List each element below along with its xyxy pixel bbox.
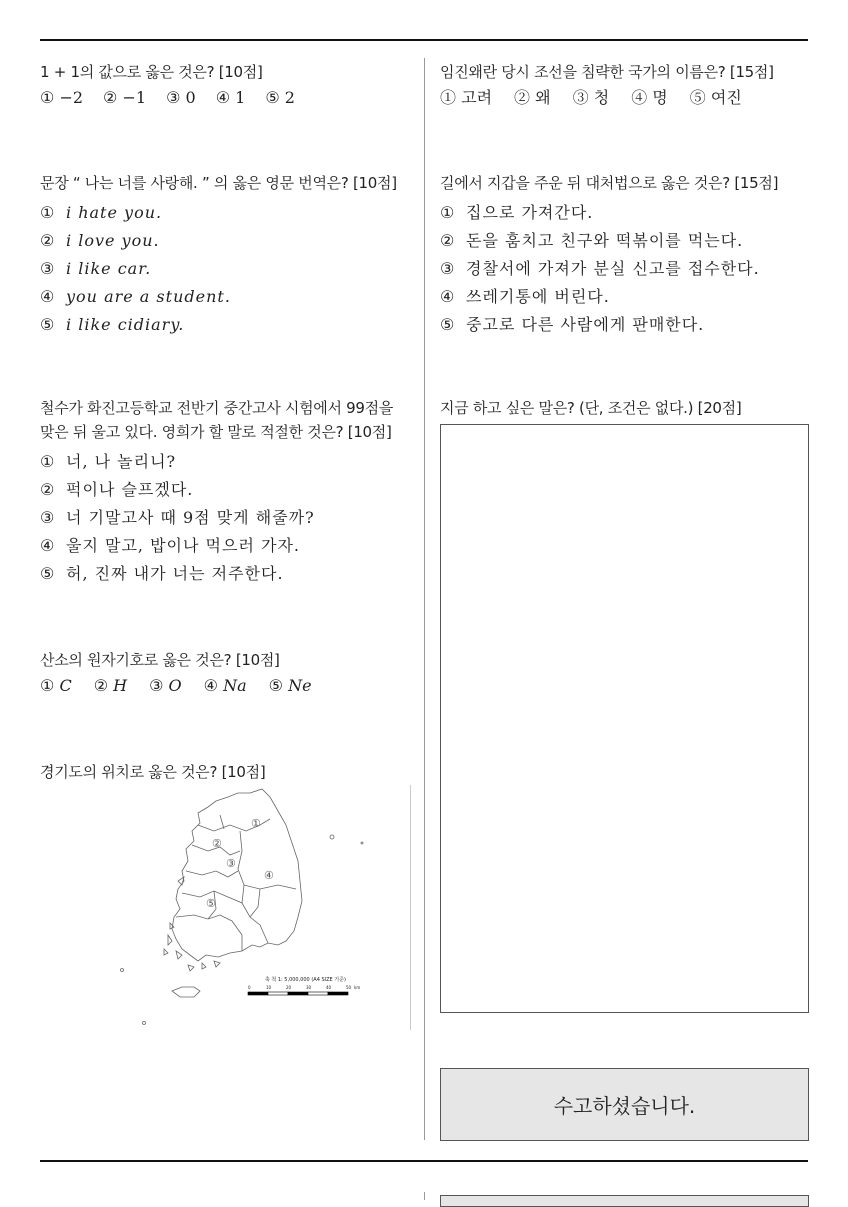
province-boundary: [244, 885, 296, 889]
question-7: [440, 173, 778, 339]
province-boundary: [220, 815, 224, 829]
question-1: [40, 62, 295, 108]
korea-map-drawing: [110, 785, 410, 1030]
question-3-stem-line2: 맞은 뒤 울고 있다. 영희가 할 말로 적절한 것은? [10점]: [40, 423, 392, 441]
question-8-stem: 지금 하고 싶은 말은? (단, 조건은 없다.) [20점]: [440, 399, 742, 417]
scale-bar: [248, 992, 348, 995]
province-boundary: [176, 915, 242, 951]
bottom-rule: [40, 1160, 808, 1162]
jeju-island: [172, 987, 200, 997]
island: [170, 923, 174, 929]
scale-tick: 0: [248, 985, 251, 990]
option-4[interactable]: ④ 1: [215, 88, 246, 107]
map-label-1: ①: [251, 817, 261, 830]
option-3[interactable]: ③ 너 기말고사 때 9점 맞게 해줄까?: [40, 508, 315, 527]
option-3[interactable]: ③ O: [149, 676, 182, 695]
map-label-2: ②: [212, 837, 222, 850]
question-6: [440, 62, 774, 108]
scale-tick: 10: [266, 985, 272, 990]
question-3-stem-line1: 철수가 화진고등학교 전반기 중간고사 시험에서 99점을: [40, 399, 394, 417]
question-1-options: [40, 88, 295, 108]
option-1[interactable]: ① 고려: [440, 88, 493, 107]
option-2[interactable]: ② 왜: [514, 88, 551, 107]
top-rule: [40, 39, 808, 41]
option-3[interactable]: ③ 청: [572, 88, 610, 107]
option-4[interactable]: ④ 울지 말고, 밥이나 먹으러 가자.: [40, 536, 300, 555]
column-divider: [424, 58, 425, 1140]
ulleung-island: [330, 835, 334, 839]
option-2[interactable]: ② 퍽이나 슬프겠다.: [40, 480, 194, 499]
scale-tick: 20: [286, 985, 292, 990]
option-1[interactable]: ① 집으로 가져간다.: [440, 203, 594, 222]
map-label-4: ④: [264, 869, 274, 882]
next-page-box: [440, 1195, 809, 1207]
option-4[interactable]: ④ 명: [631, 88, 668, 107]
map-label-3: ③: [226, 857, 236, 870]
question-3: [40, 398, 393, 588]
option-3[interactable]: ③ 0: [166, 88, 196, 107]
closing-box: [440, 1068, 809, 1141]
question-7-stem: 길에서 지갑을 주운 뒤 대처법으로 옳은 것은? [15점]: [440, 174, 779, 192]
option-5[interactable]: ⑤ 허, 진짜 내가 너는 저주한다.: [40, 564, 284, 583]
scale-tick: km: [354, 985, 361, 990]
question-4-stem: 산소의 원자기호로 옳은 것은? [10점]: [40, 651, 280, 669]
closing-message: 수고하셨습니다.: [553, 1094, 696, 1118]
option-4[interactable]: ④ you are a student.: [40, 287, 231, 306]
option-5[interactable]: ⑤ 중고로 다른 사람에게 판매한다.: [440, 315, 705, 334]
option-5[interactable]: ⑤ Ne: [268, 676, 312, 695]
answer-box[interactable]: [440, 424, 809, 1013]
island: [202, 963, 206, 969]
question-2: [40, 173, 397, 339]
option-2[interactable]: ② H: [93, 676, 128, 695]
option-5[interactable]: ⑤ i like cidiary.: [40, 315, 185, 334]
question-4: [40, 650, 312, 696]
korea-outline: [172, 789, 302, 961]
island: [168, 935, 172, 945]
korea-map: [110, 785, 415, 1030]
scale-tick: 40: [326, 985, 332, 990]
question-6-options: [440, 88, 774, 108]
question-2-stem: 문장 “ 나는 너를 사랑해. ” 의 옳은 영문 번역은? [10점]: [40, 174, 397, 192]
option-2[interactable]: ② −1: [103, 88, 147, 107]
option-4[interactable]: ④ 쓰레기통에 버린다.: [440, 287, 610, 306]
option-1[interactable]: ① i hate you.: [40, 203, 163, 222]
question-1-stem: 1 + 1의 값으로 옳은 것은? [10점]: [40, 63, 263, 81]
option-1[interactable]: ① −2: [40, 88, 84, 107]
column-divider-next: [424, 1192, 425, 1200]
option-2[interactable]: ② i love you.: [40, 231, 160, 250]
map-frame-line: [410, 785, 411, 1030]
province-boundary: [250, 889, 260, 917]
small-island: [121, 969, 124, 972]
option-1[interactable]: ① 너, 나 놀리니?: [40, 452, 177, 471]
province-boundary: [238, 831, 244, 903]
island: [188, 965, 194, 971]
scale-tick: 30: [306, 985, 312, 990]
question-6-stem: 임진왜란 당시 조선을 침략한 국가의 이름은? [15점]: [440, 63, 774, 81]
question-8: [440, 398, 741, 424]
option-1[interactable]: ① C: [40, 676, 72, 695]
option-3[interactable]: ③ 경찰서에 가져가 분실 신고를 접수한다.: [440, 259, 760, 278]
option-5[interactable]: ⑤ 2: [265, 88, 295, 107]
option-2[interactable]: ② 돈을 훔치고 친구와 떡볶이를 먹는다.: [440, 231, 744, 250]
island: [176, 951, 182, 959]
question-4-options: [40, 676, 312, 696]
option-4[interactable]: ④ Na: [203, 676, 247, 695]
question-5-stem: 경기도의 위치로 옳은 것은? [10점]: [40, 763, 266, 781]
small-island: [143, 1022, 146, 1025]
option-3[interactable]: ③ i like car.: [40, 259, 152, 278]
option-5[interactable]: ⑤ 여진: [689, 88, 742, 107]
island: [214, 961, 220, 967]
province-boundary: [182, 891, 268, 943]
island: [164, 949, 168, 955]
scale-title: 축 척 1: 5,000,000 (A4 SIZE 기준): [265, 977, 346, 983]
dokdo-island: [361, 842, 363, 844]
province-boundary: [186, 871, 238, 877]
scale-tick: 50: [346, 985, 352, 990]
map-label-5: ⑤: [206, 897, 216, 910]
